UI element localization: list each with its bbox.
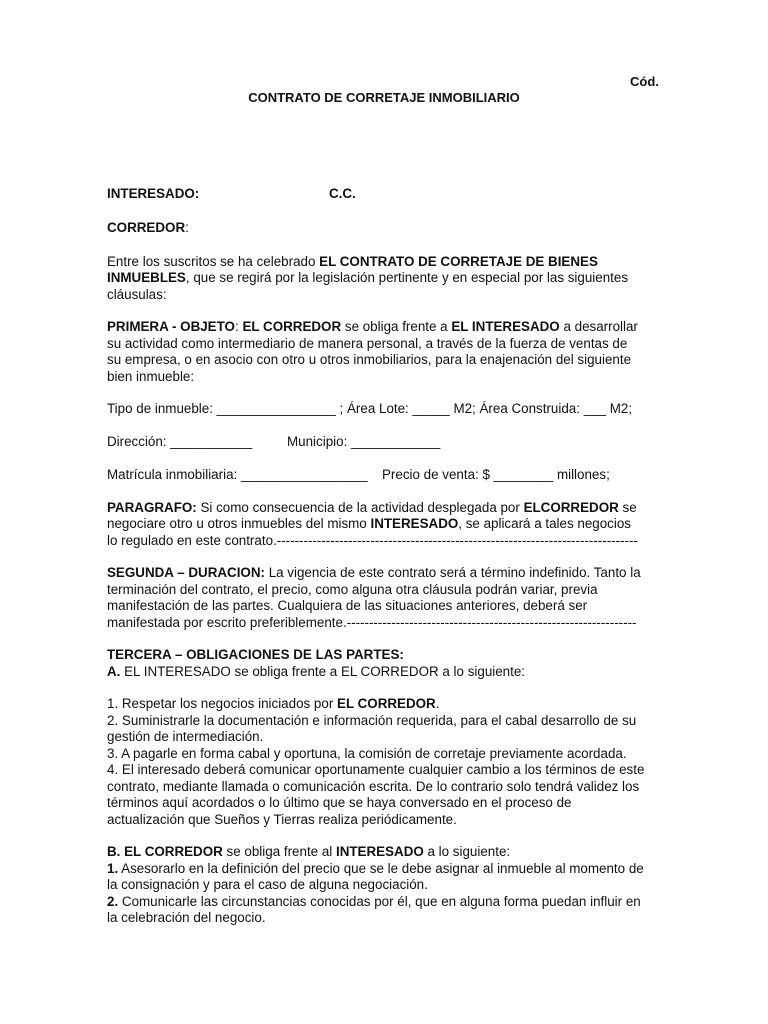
field-tipo-inmueble: Tipo de inmueble: ________________ ; Área Lote: _____ M2; Área Construida: ___ M2; xyxy=(107,401,633,416)
obligation-a-1: 1. Respetar los negocios iniciados por EL CORREDOR. xyxy=(107,696,440,711)
clause-tercera: TERCERA – OBLIGACIONES DE LAS PARTES: A. EL INTERESADO se obliga frente a EL CORREDOR a lo siguiente: 1. Respetar los negocios iniciados por EL CORREDOR. 2. Suministrarle la documentación e información requerida, para el cabal desarrollo de su gestión de intermediación. 3. A pagarle en forma cabal y oportuna, la comisión de corretaje previamente acordada. 4. El interesado deberá comunicar oportunamente cualquier cambio a los términos de este contrato, mediante llamada o comunicación escrita. De lo contrario solo tendrá validez los términos aquí acordados o lo último que se haya conversado en el proceso de actualización que Sueños y Tierras realiza periódicamente. B. EL CORREDOR se obliga frente al INTERESADO a lo siguiente: 1. Asesorarlo en la definición del precio que se le debe asignar al inmueble al momento de la consignación y para el caso de alguna negociación. 2. Comunicarle las circunstancias conocidas por él, que en alguna forma puedan influir en la celebración del negocio. xyxy=(107,647,662,927)
document-title: CONTRATO DE CORRETAJE INMOBILIARIO xyxy=(248,90,520,105)
clause-primera: PRIMERA - OBJETO: EL CORREDOR se obliga frente a EL INTERESADO a desarrollar su actividad como intermediario de manera personal, a través de la fuerza de ventas de su empresa, o en asocio con otro u otros inmobiliarios, para la enajenación del siguiente bien inmueble: xyxy=(107,319,638,384)
clause-segunda: SEGUNDA – DURACION: La vigencia de este contrato será a término indefinido. Tanto la terminación del contrato, el precio, como alguna otra cláusula podrán variar, previa manifestación de las partes. Cualquiera de las situaciones anteriores, deberá ser manifestada por escrito preferiblemente.----------------------------------------------------------------- xyxy=(107,565,641,630)
corredor-line: CORREDOR: xyxy=(107,220,189,235)
field-municipio: Municipio: ____________ xyxy=(287,433,441,449)
interesado-line xyxy=(107,186,662,203)
field-precio: Precio de venta: $ ________ millones; xyxy=(382,466,610,482)
intro-paragraph: Entre los suscritos se ha celebrado EL CONTRATO DE CORRETAJE DE BIENES INMUEBLES, que se regirá por la legislación pertinente y en especial por las siguientes cláusulas: xyxy=(107,253,629,302)
obligation-a-3: 3. A pagarle en forma cabal y oportuna, la comisión de corretaje previamente acordada. xyxy=(107,745,627,761)
obligation-b-heading: B. EL CORREDOR se obliga frente al INTERESADO a lo siguiente: xyxy=(107,844,511,859)
contract-body xyxy=(107,186,662,927)
obligation-a-2: 2. Suministrarle la documentación e información requerida, para el cabal desarrollo de su xyxy=(107,712,637,728)
field-matricula: Matrícula inmobiliaria: _________________ xyxy=(107,466,368,482)
cc-label: C.C. xyxy=(329,186,356,201)
document-code-label: Cód. xyxy=(630,74,659,89)
field-direccion-municipio xyxy=(107,434,662,451)
obligation-a-4: 4. El interesado deberá comunicar oportunamente cualquier cambio a los términos de este xyxy=(107,762,645,777)
field-direccion: Dirección: ___________ xyxy=(107,433,253,449)
obligation-b-1: 1. Asesorarlo en la definición del precio que se le debe asignar al inmueble al momento de xyxy=(107,860,644,876)
clause-paragrafo-label: PARAGRAFO: xyxy=(107,499,197,515)
interesado-label: INTERESADO: xyxy=(107,186,200,201)
field-matricula-precio xyxy=(107,467,662,484)
clause-paragrafo: PARAGRAFO: Si como consecuencia de la actividad desplegada por ELCORREDOR se negociare otro u otros inmuebles del mismo INTERESADO, se aplicará a tales negocios lo regulado en este contrato.--------------------------------------------------------------------------------- xyxy=(107,499,638,548)
corredor-label: CORREDOR xyxy=(107,220,186,235)
clause-tercera-label: TERCERA – OBLIGACIONES DE LAS PARTES: xyxy=(107,647,404,662)
clause-segunda-label: SEGUNDA – DURACION: xyxy=(107,565,265,580)
obligation-b-2: 2. Comunicarle las circunstancias conocidas por él, que en alguna forma puedan influir en xyxy=(107,893,641,909)
clause-primera-label: PRIMERA - OBJETO xyxy=(107,319,235,334)
